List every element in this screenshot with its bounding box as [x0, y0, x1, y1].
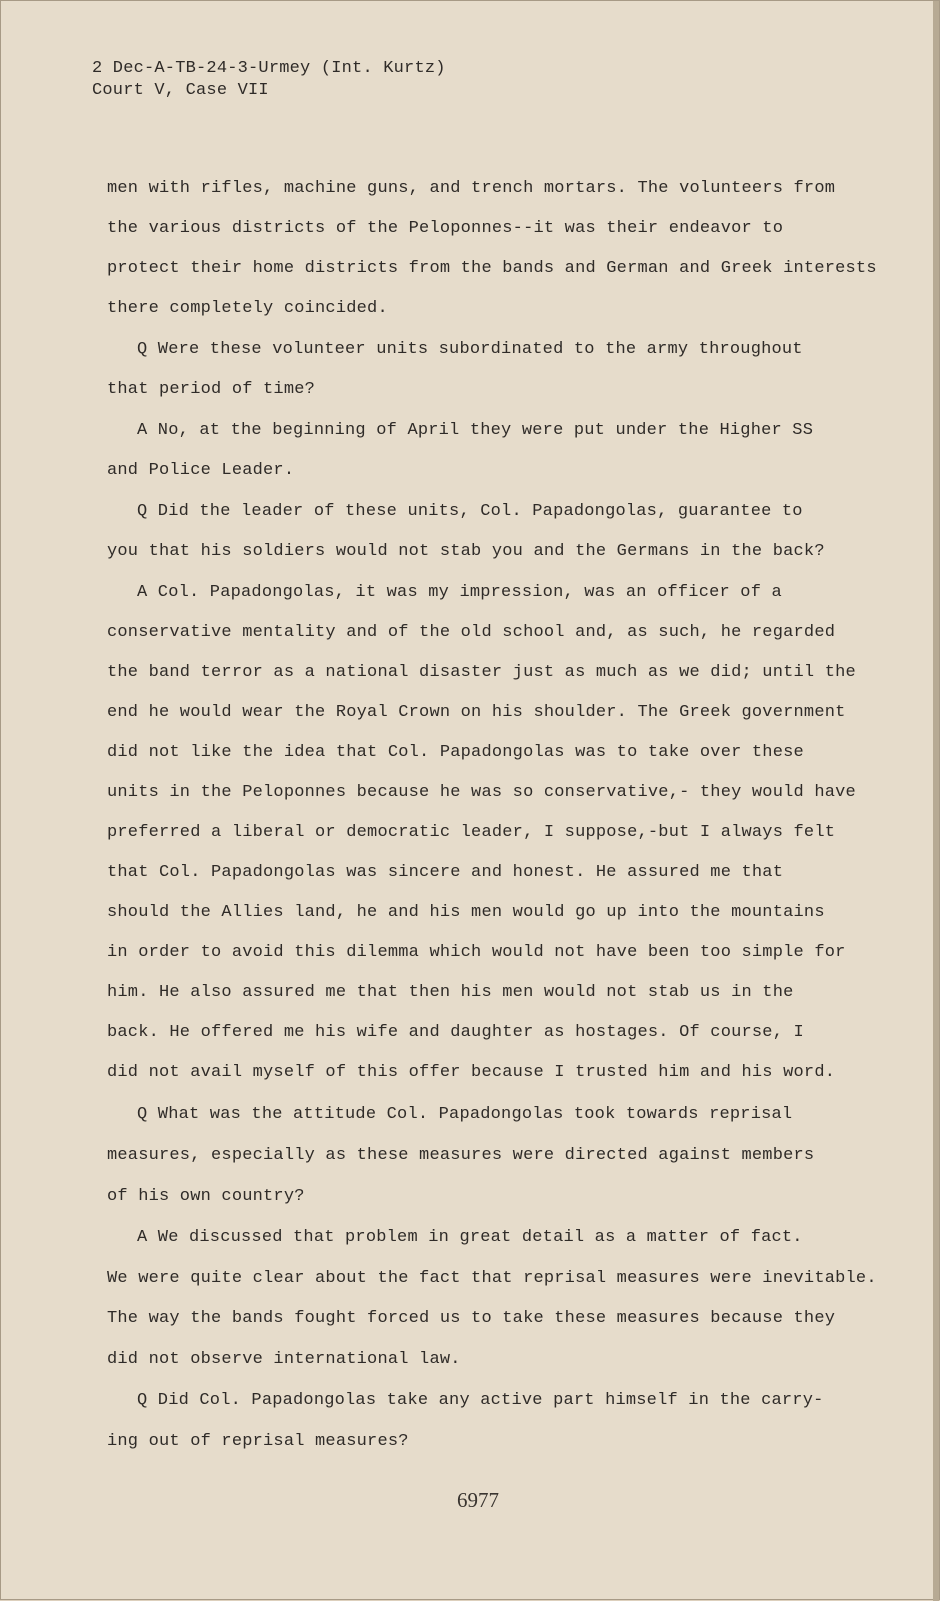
- text-line: end he would wear the Royal Crown on his shoulder. The Greek government: [107, 703, 846, 722]
- text-line: did not like the idea that Col. Papadongolas was to take over these: [107, 743, 804, 762]
- text-line: did not avail myself of this offer because I trusted him and his word.: [107, 1063, 836, 1082]
- text-line: men with rifles, machine guns, and trench mortars. The volunteers from: [107, 179, 836, 198]
- text-line: back. He offered me his wife and daughter as hostages. Of course, I: [107, 1023, 804, 1042]
- text-line: protect their home districts from the bands and German and Greek interests: [107, 259, 877, 278]
- text-line: that period of time?: [107, 380, 316, 399]
- text-line: did not observe international law.: [107, 1350, 461, 1369]
- text-line: ing out of reprisal measures?: [107, 1432, 409, 1451]
- question-line: Q What was the attitude Col. Papadongolas took towards reprisal: [137, 1105, 793, 1124]
- text-line: preferred a liberal or democratic leader, I suppose,-but I always felt: [107, 823, 836, 842]
- header-court-case: Court V, Case VII: [92, 81, 269, 100]
- header-reference: 2 Dec-A-TB-24-3-Urmey (Int. Kurtz): [92, 59, 446, 78]
- answer-line: A We discussed that problem in great detail as a matter of fact.: [137, 1228, 803, 1247]
- text-line: the various districts of the Peloponnes--it was their endeavor to: [107, 219, 784, 238]
- text-line: conservative mentality and of the old school and, as such, he regarded: [107, 623, 836, 642]
- answer-line: A No, at the beginning of April they were put under the Higher SS: [137, 421, 814, 440]
- text-line: The way the bands fought forced us to take these measures because they: [107, 1309, 836, 1328]
- question-line: Q Did Col. Papadongolas take any active part himself in the carry-: [137, 1391, 824, 1410]
- text-line: and Police Leader.: [107, 461, 295, 480]
- text-line: him. He also assured me that then his men would not stab us in the: [107, 983, 794, 1002]
- text-line: you that his soldiers would not stab you and the Germans in the back?: [107, 542, 825, 561]
- answer-line: A Col. Papadongolas, it was my impression, was an officer of a: [137, 583, 782, 602]
- question-line: Q Did the leader of these units, Col. Papadongolas, guarantee to: [137, 502, 803, 521]
- page-number: 6977: [457, 1488, 499, 1512]
- page-edge: [933, 1, 939, 1601]
- text-line: measures, especially as these measures were directed against members: [107, 1146, 815, 1165]
- text-line: there completely coincided.: [107, 299, 388, 318]
- text-line: We were quite clear about the fact that reprisal measures were inevitable.: [107, 1269, 877, 1288]
- text-line: the band terror as a national disaster just as much as we did; until the: [107, 663, 856, 682]
- text-line: that Col. Papadongolas was sincere and honest. He assured me that: [107, 863, 784, 882]
- text-line: should the Allies land, he and his men would go up into the mountains: [107, 903, 825, 922]
- text-line: of his own country?: [107, 1187, 305, 1206]
- text-line: in order to avoid this dilemma which would not have been too simple for: [107, 943, 846, 962]
- text-line: units in the Peloponnes because he was so conservative,- they would have: [107, 783, 856, 802]
- question-line: Q Were these volunteer units subordinated to the army throughout: [137, 340, 803, 359]
